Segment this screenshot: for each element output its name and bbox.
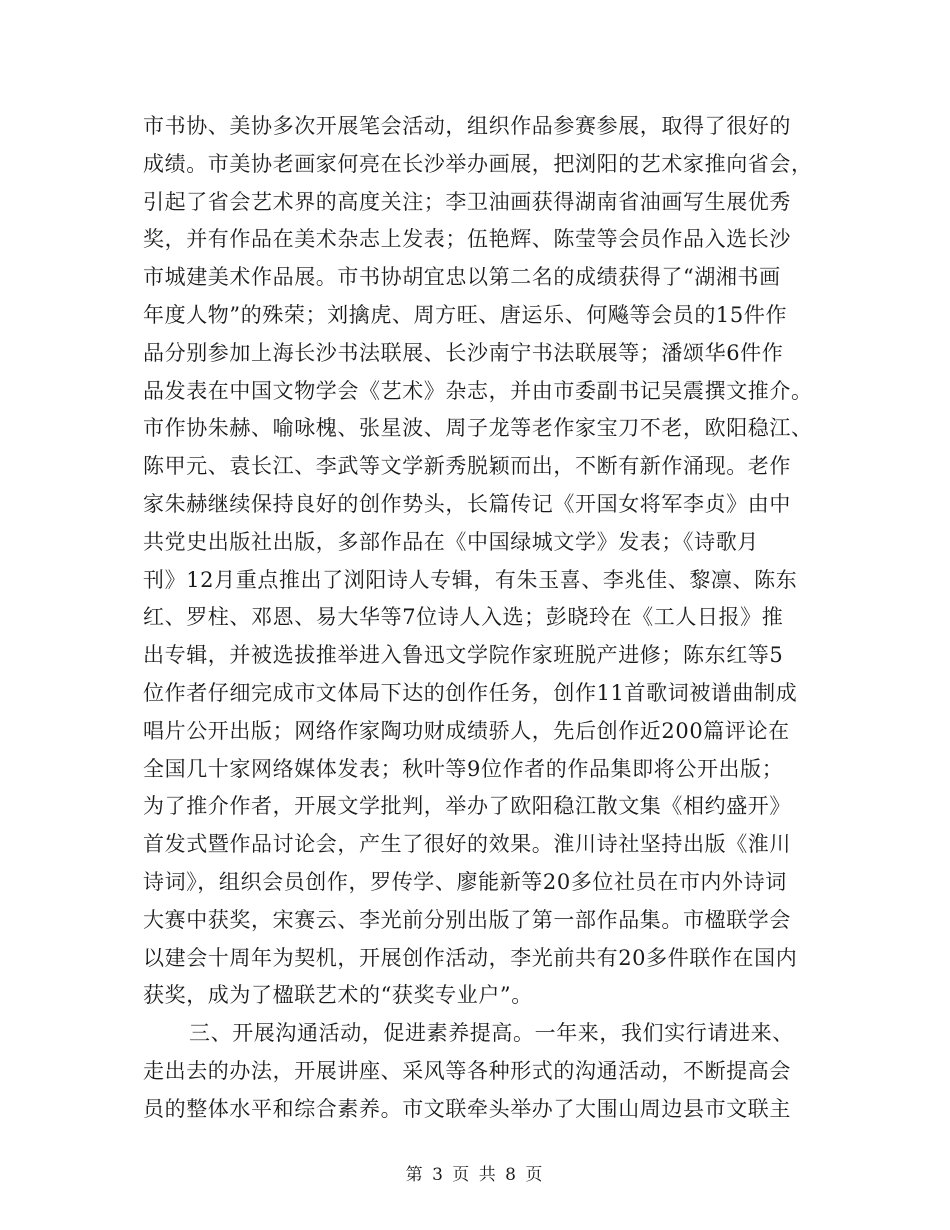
text-line: 首发式暨作品讨论会，产生了很好的效果。淮川诗社坚持出版《淮川 [143,832,791,857]
text-line: 品发表在中国文物学会《艺术》杂志，并由市委副书记吴震撰文推介。 [143,378,813,403]
text-line: 家朱赫继续保持良好的创作势头，长篇传记《开国女将军李贞》由中 [143,491,791,516]
text-line: 引起了省会艺术界的高度关注；李卫油画获得湖南省油画写生展优秀 [143,189,791,214]
text-line: 市书协、美协多次开展笔会活动，组织作品参赛参展，取得了很好的 [143,114,791,138]
text-line: 市作协朱赫、喻咏槐、张星波、周子龙等老作家宝刀不老，欧阳稳江、 [143,416,813,441]
text-line: 员的整体水平和综合素养。市文联牵头举办了大围山周边县市文联主 [143,1096,791,1121]
text-line: 为了推介作者，开展文学批判，举办了欧阳稳江散文集《相约盛开》 [143,794,791,819]
text-line: 年度人物”的殊荣；刘擒虎、周方旺、唐运乐、何飚等会员的15件作 [143,302,788,327]
text-line: 走出去的办法，开展讲座、采风等各种形式的沟通活动，不断提高会 [143,1058,791,1083]
text-line: 刊》12月重点推出了浏阳诗人专辑，有朱玉喜、李兆佳、黎凛、陈东 [143,567,798,592]
page-number-footer: 第 3 页 共 8 页 [405,1165,545,1185]
section-heading-line: 三、开展沟通活动，促进素养提高。一年来，我们实行请进来、 [189,1021,794,1046]
text-line: 奖，并有作品在美术杂志上发表；伍艳辉、陈莹等会员作品入选长沙 [143,227,791,252]
body-text [143,108,813,1129]
text-line: 大赛中获奖，宋赛云、李光前分别出版了第一部作品集。市楹联学会 [143,907,791,932]
text-line: 成绩。市美协老画家何亮在长沙举办画展，把浏阳的艺术家推向省会， [143,151,813,176]
text-line: 以建会十周年为契机，开展创作活动，李光前共有20多件联作在国内 [143,945,798,970]
text-line: 品分别参加上海长沙书法联展、长沙南宁书法联展等；潘颂华6件作 [143,340,784,365]
text-line: 陈甲元、袁长江、李武等文学新秀脱颖而出，不断有新作涌现。老作 [143,454,791,479]
text-line: 全国几十家网络媒体发表；秋叶等9位作者的作品集即将公开出版； [143,756,784,781]
text-line: 红、罗柱、邓恩、易大华等7位诗人入选；彭晓玲在《工人日报》推 [143,605,784,630]
text-line: 诗词》，组织会员创作，罗传学、廖能新等20多位社员在市内外诗词 [143,869,787,894]
text-line: 市城建美术作品展。市书协胡宜忠以第二名的成绩获得了“湖湘书画 [143,265,781,290]
text-line: 获奖，成为了楹联艺术的“获奖专业户”。 [143,983,533,1008]
text-line: 出专辑，并被选拔推举进入鲁迅文学院作家班脱产进修；陈东红等5 [143,643,784,668]
text-line: 唱片公开出版；网络作家陶功财成绩骄人，先后创作近200篇评论在 [143,718,790,743]
text-line: 位作者仔细完成市文体局下达的创作任务，创作11首歌词被谱曲制成 [143,680,798,705]
text-line: 共党史出版社出版，多部作品在《中国绿城文学》发表；《诗歌月 [143,529,759,554]
